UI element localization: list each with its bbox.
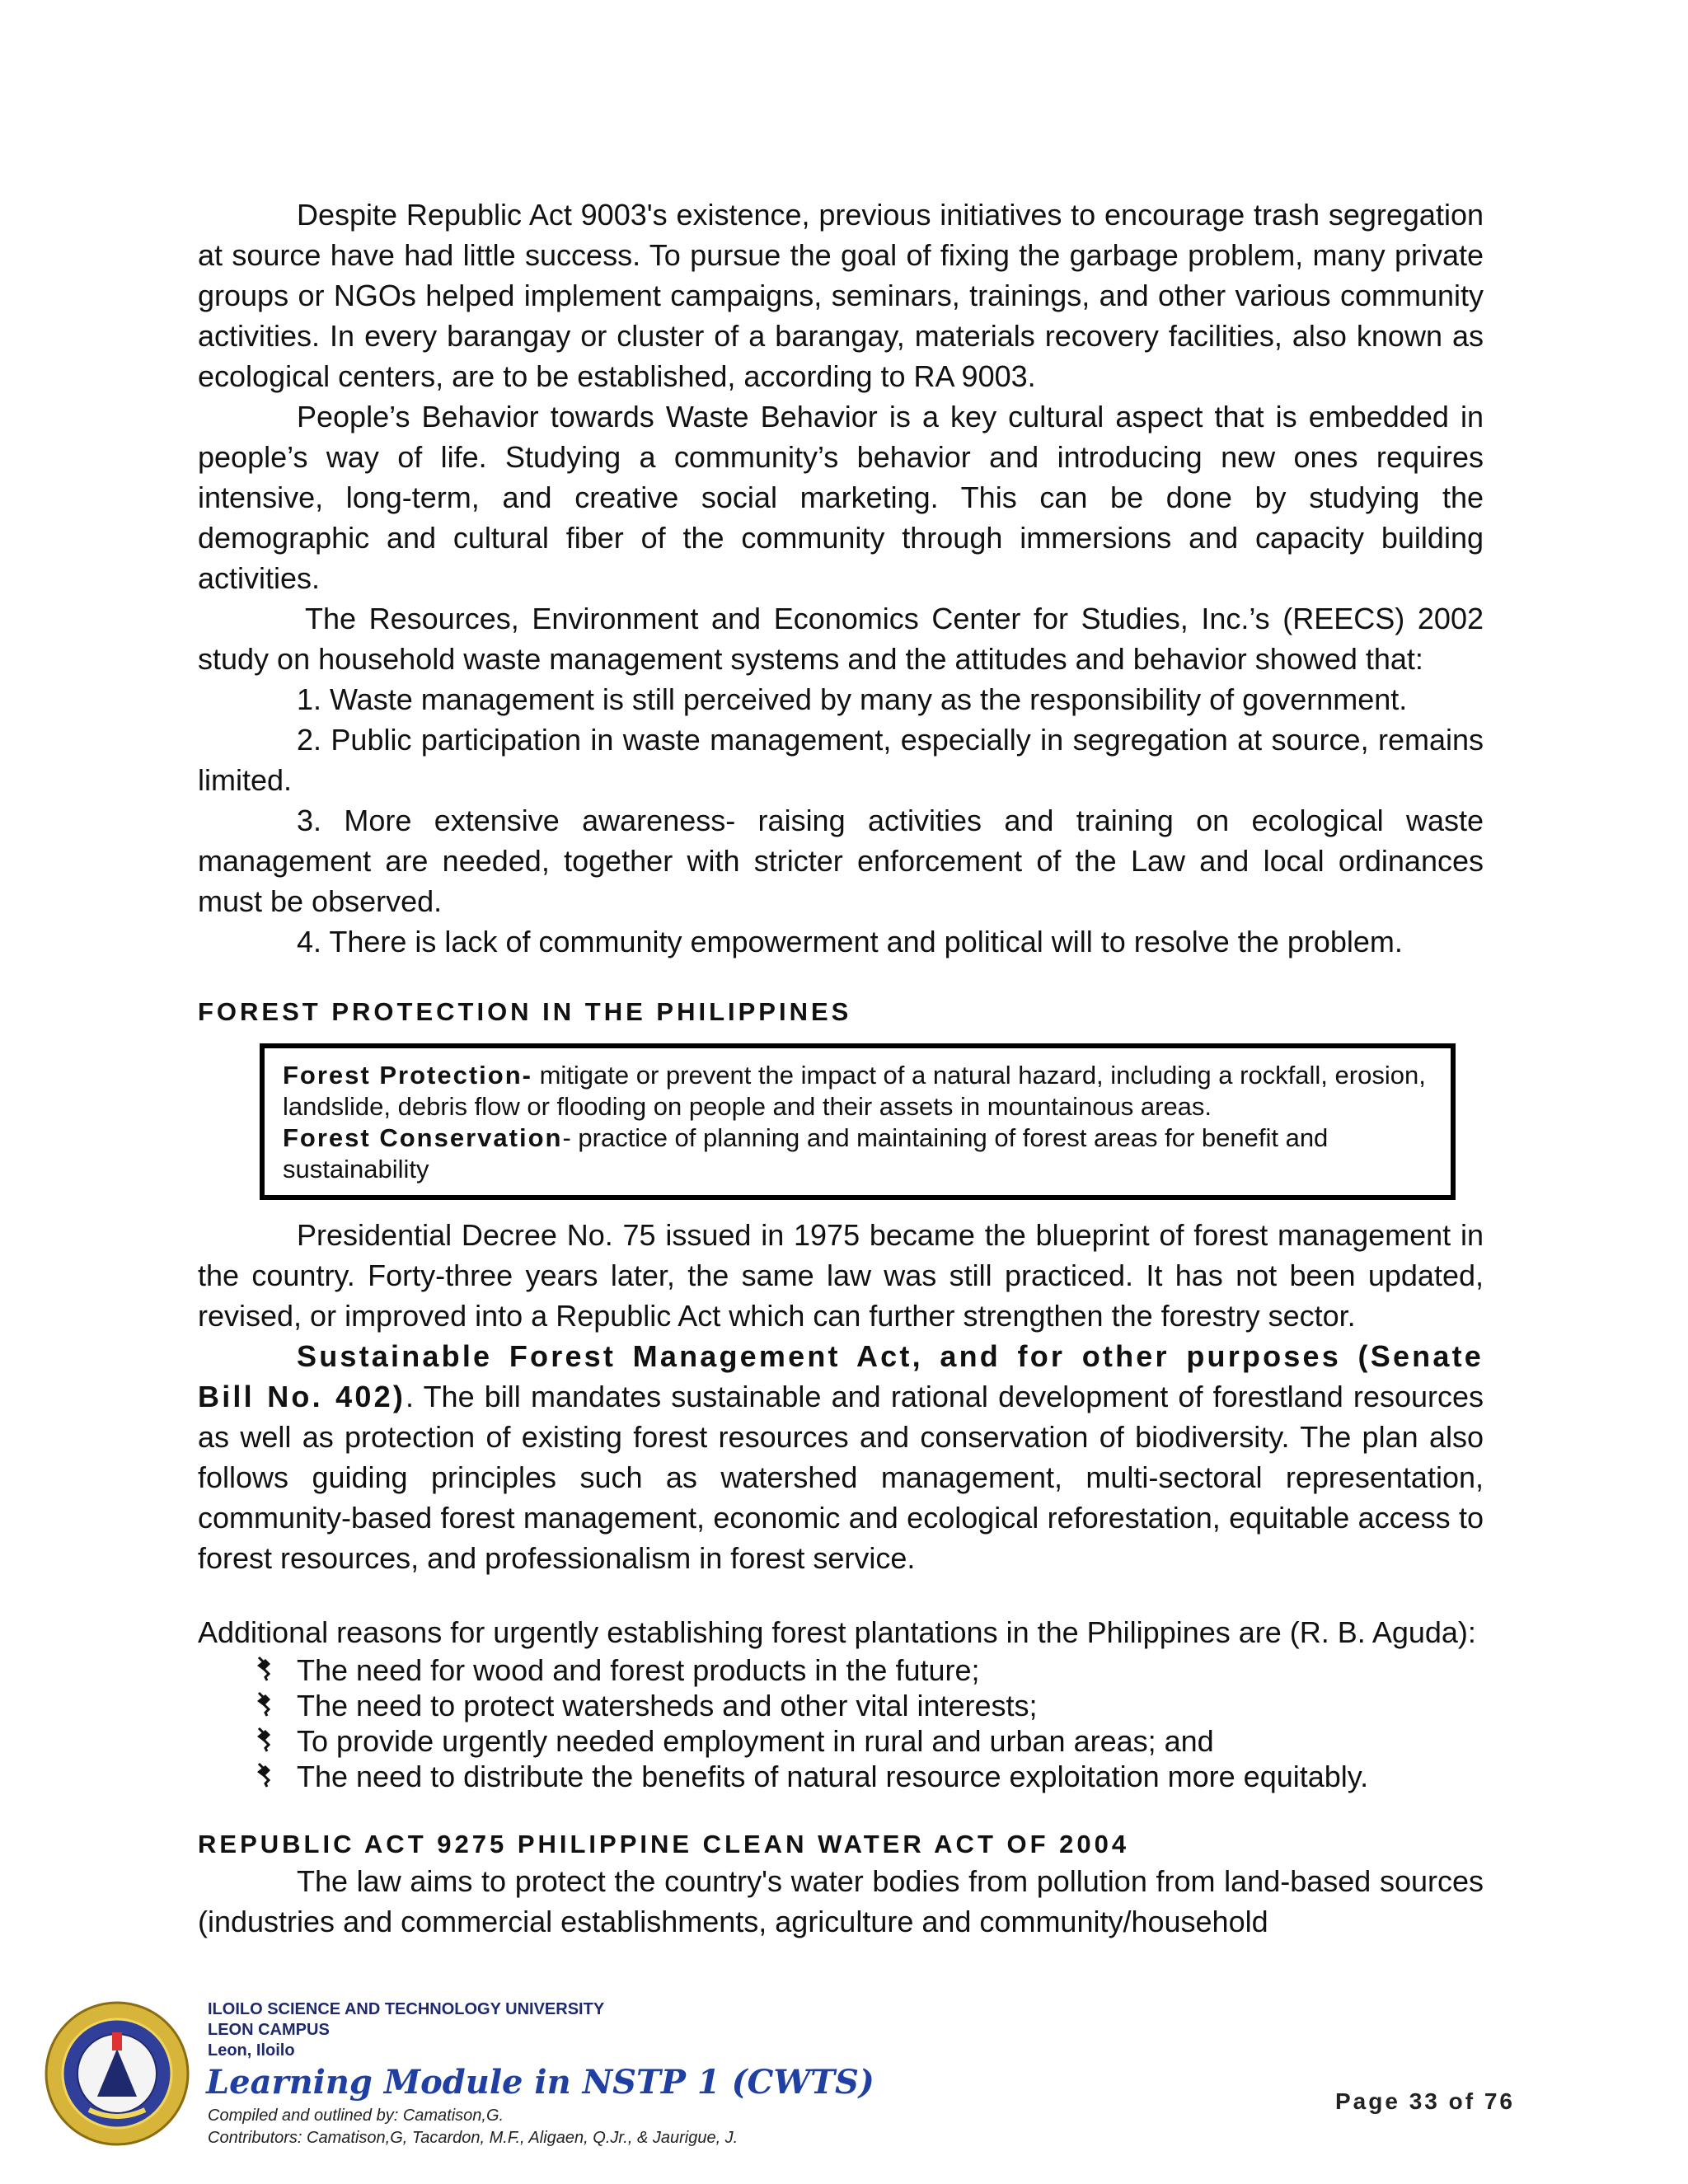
list-item <box>254 1652 1484 1688</box>
forest-conservation-term: Forest Conservation <box>283 1123 563 1152</box>
list-item-text: The need to distribute the benefits of natural resource exploitation more equitably. <box>297 1760 1369 1793</box>
paragraph-reecs: The Resources, Environment and Economics Center for Studies, Inc.’s (REECS) 2002 study on household waste management systems and the attitudes and behavior showed that: <box>198 602 1484 676</box>
spacer <box>198 962 1484 996</box>
forest-conservation-definition: - practice of planning and maintaining of forest areas for benefit and sustainability <box>283 1123 1329 1183</box>
page-number: Page 33 of 76 <box>1335 2088 1515 2114</box>
credits-block <box>208 2105 738 2149</box>
paragraph-clean-water-act: The law aims to protect the country's water bodies from pollution from land-based sources (industries and commercial establishments, agriculture and community/household <box>198 1864 1484 1938</box>
document-body <box>198 194 1484 1942</box>
list-item-text: The need to protect watersheds and other vital interests; <box>297 1689 1038 1722</box>
water-section-heading: REPUBLIC ACT 9275 PHILIPPINE CLEAN WATER ACT OF 2004 <box>198 1830 1130 1858</box>
plantation-reasons-list <box>198 1652 1484 1794</box>
university-name: ILOILO SCIENCE AND TECHNOLOGY UNIVERSITY <box>208 2000 605 2018</box>
paragraph-behavior: People’s Behavior towards Waste Behavior is a key cultural aspect that is embedded in people’s way of life. Studying a community’s behavior and introducing new ones requires intensive, long-term, and creative social marketing. This can be done by studying the demographic and cultural fiber of the community through immersions and capacity building activities. <box>198 400 1484 595</box>
forest-section-heading: FOREST PROTECTION IN THE PHILIPPINES <box>198 997 852 1026</box>
finding-2: 2. Public participation in waste management, especially in segregation at source, remains limited. <box>198 723 1484 797</box>
contributors: Contributors: Camatison,G, Tacardon, M.F., Aligaen, Q.Jr., & Jaurigue, J. <box>208 2129 738 2147</box>
university-seal-icon <box>43 1999 191 2148</box>
definitions-box <box>260 1043 1456 1200</box>
sfm-act-text: . The bill mandates sustainable and rational development of forestland resources as well as protection of existing forest resources and conservation of biodiversity. The plan also follows guiding principles such as watershed management, multi-sectoral representation, community-based forest management, economic and ecological reforestation, equitable access to forest resources, and professionalism in forest service. <box>198 1380 1484 1575</box>
paragraph-ra9003: Despite Republic Act 9003's existence, previous initiatives to encourage trash segregation at source have had little success. To pursue the goal of fixing the garbage problem, many private groups or NGOs helped implement campaigns, seminars, trainings, and other various community activities. In every barangay or cluster of a barangay, materials recovery facilities, also known as ecological centers, are to be established, according to RA 9003. <box>198 198 1484 393</box>
pushpin-icon <box>254 1691 279 1718</box>
spacer <box>198 1794 1484 1828</box>
paragraph-sfm-act <box>198 1336 1484 1578</box>
forest-protection-term: Forest Protection- <box>283 1061 532 1090</box>
list-item-text: The need for wood and forest products in the future; <box>297 1653 980 1687</box>
campus-name: LEON CAMPUS <box>208 2021 330 2039</box>
finding-3: 3. More extensive awareness- raising activities and training on ecological waste management are needed, together with stricter enforcement of the Law and local ordinances must be observed. <box>198 804 1484 918</box>
pushpin-icon <box>254 1762 279 1788</box>
paragraph-pd75: Presidential Decree No. 75 issued in 1975 became the blueprint of forest management in the country. Forty-three years later, the same law was still practiced. It has not been updated, revised, or improved into a Republic Act which can further strengthen the forestry sector. <box>198 1218 1484 1333</box>
compiled-by: Compiled and outlined by: Camatison,G. <box>208 2107 504 2125</box>
spacer <box>198 1578 1484 1612</box>
finding-1: 1. Waste management is still perceived by many as the responsibility of government. <box>297 682 1408 716</box>
finding-4: 4. There is lack of community empowerment and political will to resolve the problem. <box>297 925 1403 958</box>
paragraph-plantations-intro: Additional reasons for urgently establishing forest plantations in the Philippines are (R. B. Aguda): <box>198 1615 1476 1649</box>
university-block <box>208 1999 604 2061</box>
list-item <box>254 1759 1484 1794</box>
list-item-text: To provide urgently needed employment in rural and urban areas; and <box>297 1724 1214 1758</box>
campus-location: Leon, Iloilo <box>208 2041 295 2060</box>
list-item <box>254 1688 1484 1723</box>
list-item <box>254 1723 1484 1759</box>
pushpin-icon <box>254 1656 279 1682</box>
sfm-act-title: Sustainable Forest Management Act, and for other purposes (Senate Bill No. 402) <box>198 1339 1484 1413</box>
forest-protection-definition: mitigate or prevent the impact of a natural hazard, including a rockfall, erosion, landslide, debris flow or flooding on people and their assets in mountainous areas. <box>283 1061 1426 1121</box>
module-title: Learning Module in NSTP 1 (CWTS) <box>206 2063 874 2102</box>
pushpin-icon <box>254 1727 279 1753</box>
